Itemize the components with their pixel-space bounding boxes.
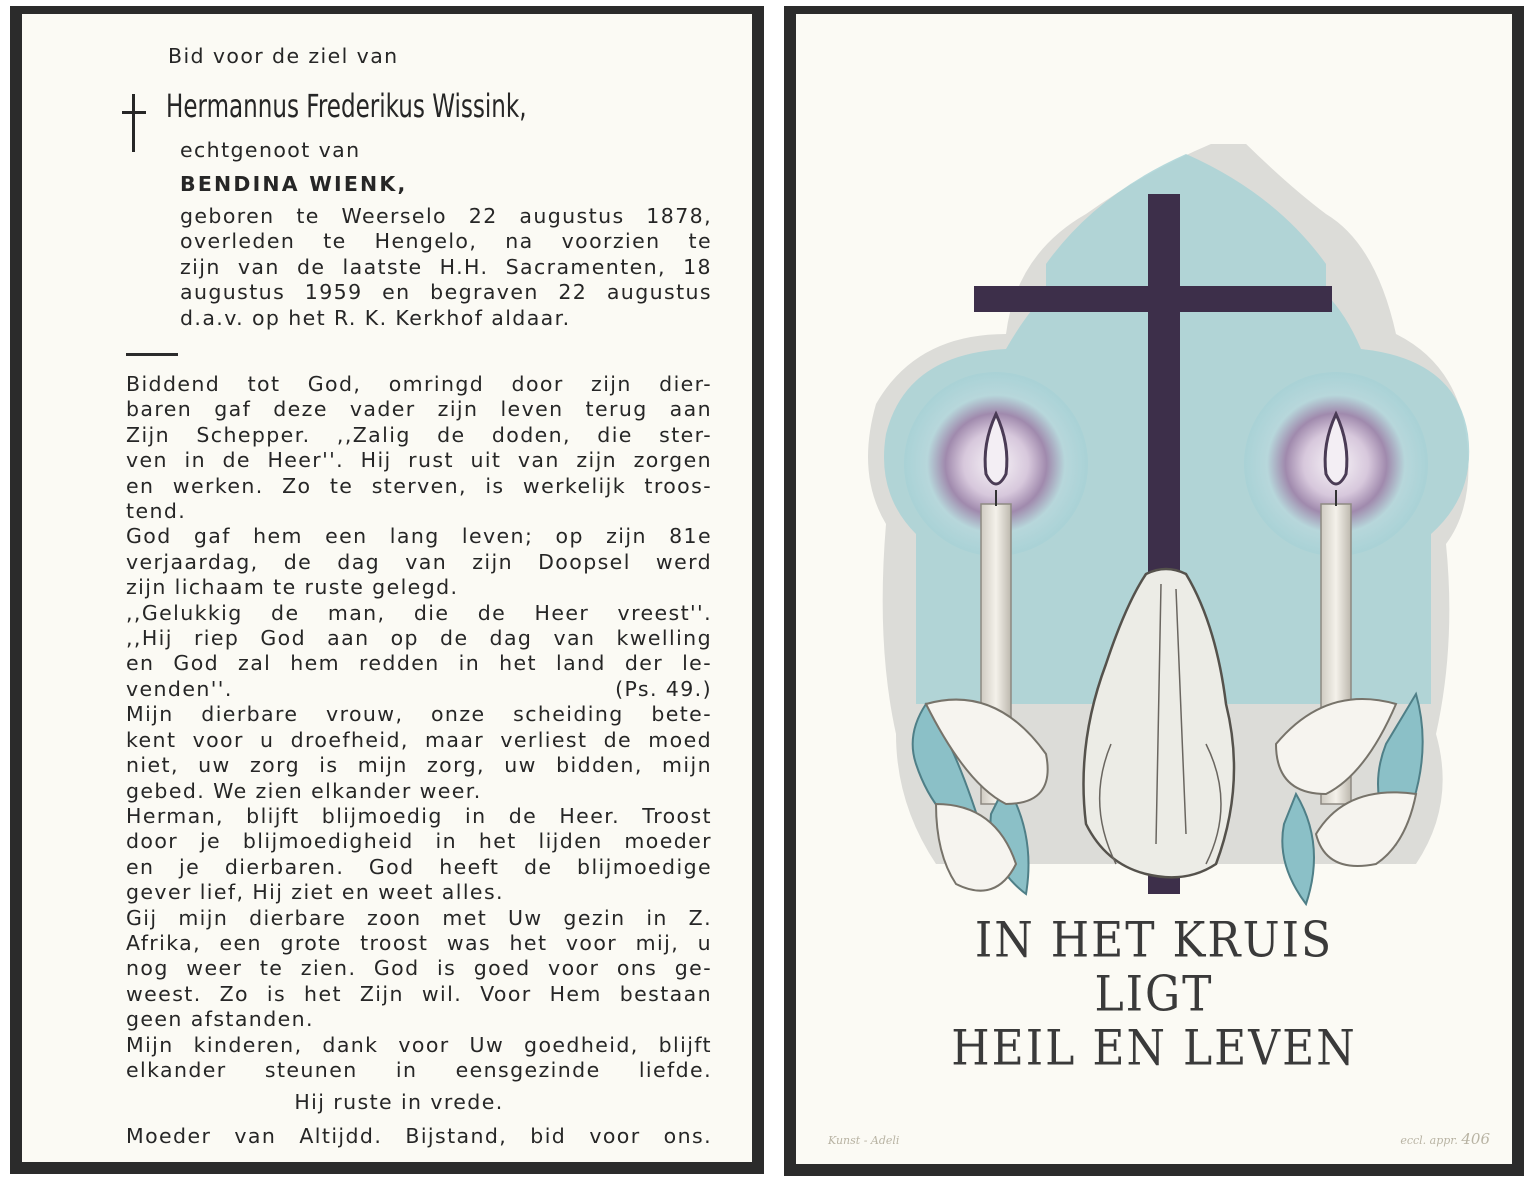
text-line: nog weer te zien. God is goed voor ons ge- — [126, 956, 712, 981]
prayer-text — [126, 372, 712, 1083]
text-line: geen afstanden. — [126, 1007, 314, 1032]
psalm-reference: (Ps. 49.) — [615, 676, 712, 701]
closing-rest-in-peace: Hij ruste in vrede. — [294, 1090, 504, 1114]
approval-number: 406 — [1461, 1130, 1490, 1148]
bio-line: d.a.v. op het R. K. Kerkhof aldaar. — [180, 305, 571, 330]
text-line: Herman, blijft blijmoedig in de Heer. Troost — [126, 803, 712, 828]
spouse-label: echtgenoot van — [180, 138, 361, 162]
text-line: Afrika, een grote troost was het voor mij, u — [126, 930, 712, 955]
cross-icon — [122, 94, 146, 152]
text-line: en God zal hem redden in het land der le- — [126, 651, 712, 676]
text-line: God gaf hem een lang leven; op zijn 81e — [126, 524, 712, 549]
text-line: tend. — [126, 499, 187, 524]
cross-candles-praying-hands-illustration — [856, 144, 1476, 924]
text-line: gebed. We zien elkander weer. — [126, 778, 482, 803]
intro-text: Bid voor de ziel van — [168, 44, 399, 68]
text-line-with-reference — [126, 677, 712, 702]
text-line: baren gaf deze vader zijn leven terug aan — [126, 397, 712, 422]
biography-paragraph — [180, 204, 712, 331]
closing-prayer: Moeder van Altijdd. Bijstand, bid voor ons. — [126, 1124, 712, 1148]
text-line: en je dierbaren. God heeft de blijmoedige — [126, 854, 712, 879]
text-line: door je blijmoedigheid in het lijden moeder — [126, 829, 712, 854]
text-line: ven in de Heer''. Hij rust uit van zijn zorgen — [126, 448, 712, 473]
text-line: verjaardag, de dag van zijn Doopsel werd — [126, 549, 712, 574]
motto-line: HEIL EN LEVEN — [951, 1020, 1357, 1077]
text-line: weest. Zo is het Zijn wil. Voor Hem bestaan — [126, 981, 712, 1006]
bio-line: zijn van de laatste H.H. Sacramenten, 18 — [180, 254, 712, 279]
motto-text — [796, 914, 1512, 1076]
motto-line: IN HET KRUIS — [974, 912, 1334, 969]
text-line: venden''. — [126, 676, 233, 701]
text-line: zijn lichaam te ruste gelegd. — [126, 575, 459, 600]
text-line: Biddend tot God, omringd door zijn dier- — [126, 372, 712, 396]
text-line: Mijn kinderen, dank voor Uw goedheid, blijft — [126, 1032, 712, 1057]
cross-horizontal-beam — [974, 286, 1332, 312]
spouse-name: BENDINA WIENK, — [180, 172, 408, 196]
motto-line: LIGT — [1094, 966, 1214, 1023]
text-line: niet, uw zorg is mijn zorg, uw bidden, mijn — [126, 753, 712, 778]
text-line: ,,Gelukkig de man, die de Heer vreest''. — [126, 600, 712, 625]
approval-label: eccl. appr. — [1400, 1134, 1458, 1147]
text-line: Gij mijn dierbare zoon met Uw gezin in Z. — [126, 905, 712, 930]
text-line: elkander steunen in eensgezinde liefde. — [126, 1057, 712, 1082]
text-line: en werken. Zo te sterven, is werkelijk troos- — [126, 473, 712, 498]
separator-rule — [126, 353, 178, 356]
deceased-name: Hermannus Frederikus Wissink, — [166, 87, 527, 125]
ecclesiastical-approval — [1400, 1130, 1490, 1148]
text-line: gever lief, Hij ziet en weet alles. — [126, 880, 504, 905]
text-line: Zijn Schepper. ,,Zalig de doden, die ster- — [126, 422, 712, 447]
bio-line: geboren te Weerselo 22 augustus 1878, — [180, 204, 712, 228]
memorial-card-text-side — [10, 6, 764, 1174]
text-line: kent voor u droefheid, maar verliest de moed — [126, 727, 712, 752]
bio-line: overleden te Hengelo, na voorzien te — [180, 229, 712, 254]
text-line: ,,Hij riep God aan op de dag van kwelling — [126, 626, 712, 651]
memorial-card-image-side — [784, 6, 1524, 1176]
publisher-imprint: Kunst - Adeli — [828, 1134, 900, 1147]
bio-line: augustus 1959 en begraven 22 augustus — [180, 280, 712, 305]
text-line: Mijn dierbare vrouw, onze scheiding bete- — [126, 702, 712, 727]
